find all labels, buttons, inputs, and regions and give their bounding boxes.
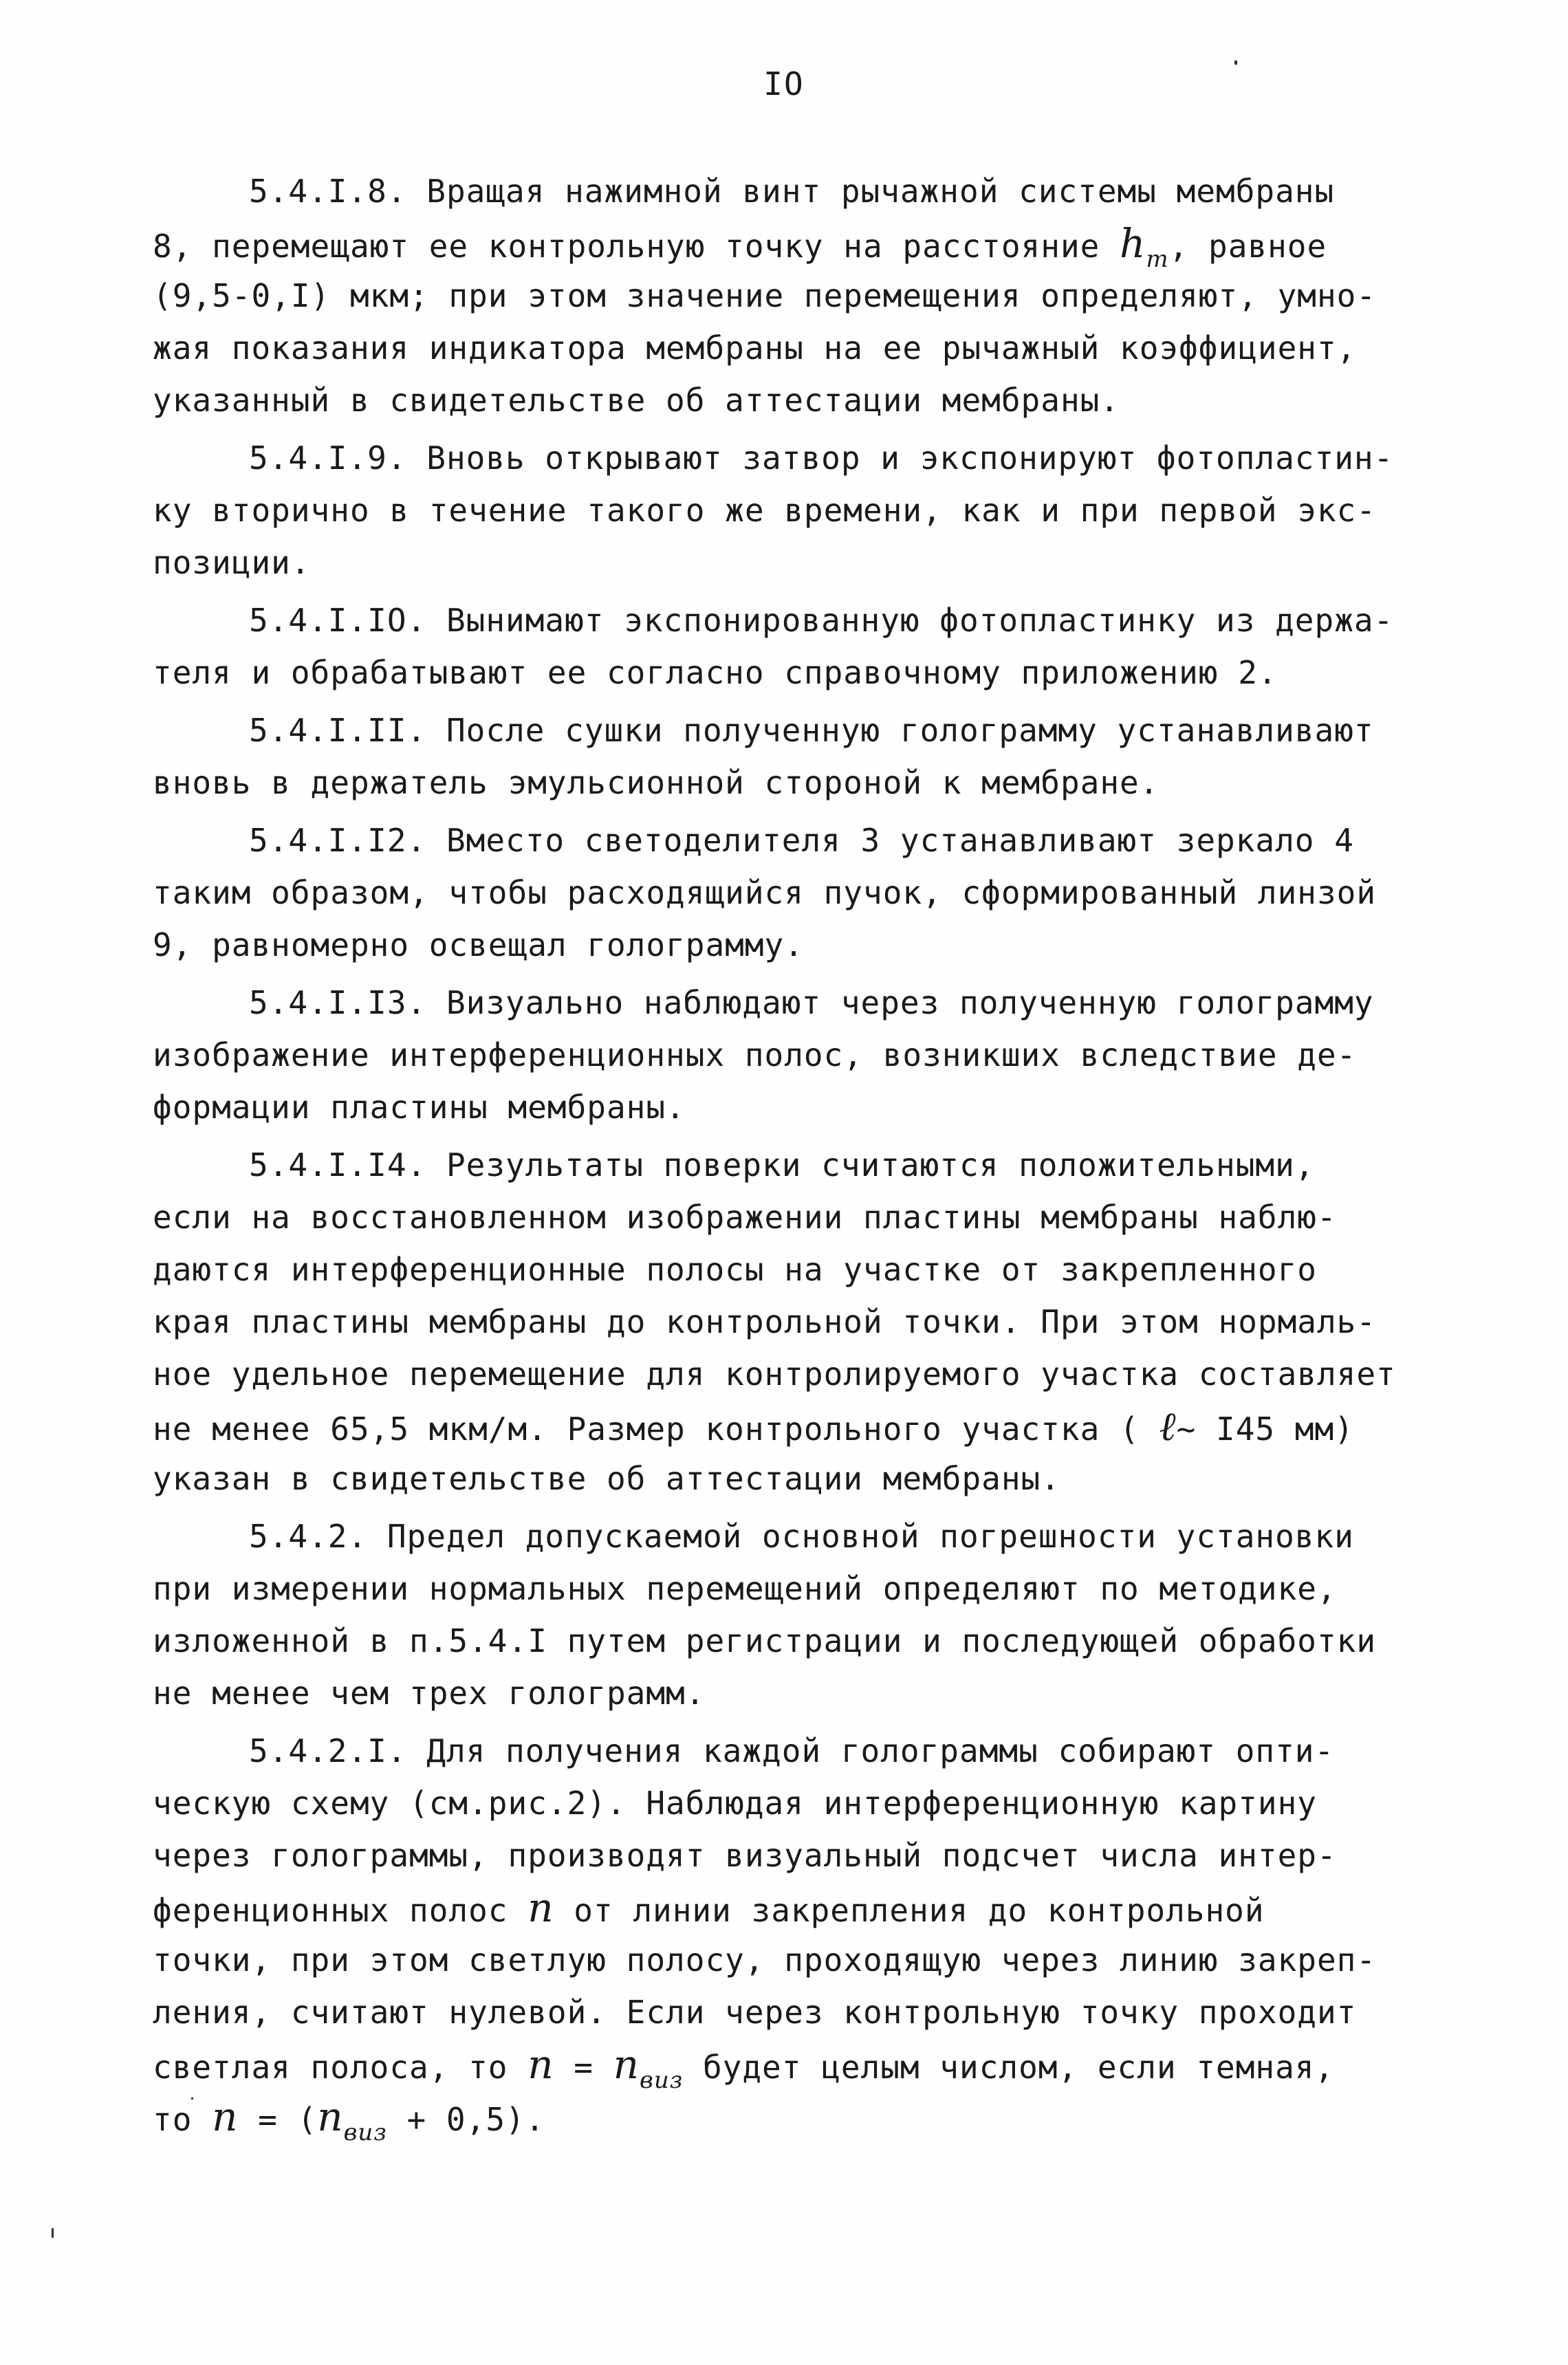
text-segment: будет целым числом, если темная, bbox=[702, 2049, 1335, 2086]
paragraph-5-4-1-11 bbox=[153, 704, 1473, 809]
scan-speck bbox=[52, 2228, 54, 2238]
text-segment: I45 мм) bbox=[1216, 1410, 1354, 1448]
text-line: 5.4.I.I3. Визуально наблюдают через полученную голограмму bbox=[249, 984, 1374, 1021]
equals-sign: = bbox=[574, 2049, 594, 2086]
symbol-l: ℓ bbox=[1159, 1403, 1177, 1450]
text-line: 5.4.I.IO. Вынимают экспонированную фотопластинку из держа- bbox=[249, 602, 1394, 639]
text-line: при измерении нормальных перемещений определяют по методике, bbox=[153, 1570, 1337, 1607]
paragraph-5-4-1-8 bbox=[153, 165, 1473, 426]
page-number: IO bbox=[763, 65, 805, 102]
text-line: указан в свидетельстве об аттестации мембраны. bbox=[153, 1460, 1060, 1497]
text-segment: то bbox=[153, 2101, 193, 2138]
text-line: указанный в свидетельстве об аттестации мембраны. bbox=[153, 382, 1120, 419]
text-line: жая показания индикатора мембраны на ее рычажный коэффициент, bbox=[153, 329, 1357, 367]
text-segment: от линии закрепления до контрольной bbox=[574, 1892, 1265, 1929]
symbol-n: n bbox=[317, 2093, 344, 2140]
text-line: точки, при этом светлую полосу, проходящую через линию закреп- bbox=[153, 1941, 1377, 1979]
symbol-h-subscript: m bbox=[1146, 246, 1169, 273]
symbol-n: n bbox=[613, 2041, 640, 2088]
text-line bbox=[153, 1400, 1473, 1452]
text-line: ку вторично в течение такого же времени, как и при первой экс- bbox=[153, 492, 1377, 529]
text-line: 5.4.I.9. Вновь открывают затвор и экспонируют фотопластин- bbox=[249, 439, 1394, 477]
text-line bbox=[153, 2091, 1473, 2146]
text-line: 5.4.I.8. Вращая нажимной винт рычажной системы мембраны bbox=[249, 173, 1335, 210]
scan-speck bbox=[191, 2097, 193, 2100]
symbol-n: n bbox=[212, 2093, 239, 2140]
text-line: 5.4.I.I2. Вместо светоделителя 3 устанавливают зеркало 4 bbox=[249, 822, 1354, 859]
text-line: ное удельное перемещение для контролируемого участка составляет bbox=[153, 1355, 1396, 1393]
text-line bbox=[153, 2038, 1473, 2094]
text-line: края пластины мембраны до контрольной точки. При этом нормаль- bbox=[153, 1303, 1377, 1340]
text-line: если на восстановленном изображении пластины мембраны наблю- bbox=[153, 1199, 1337, 1236]
text-line: изложенной в п.5.4.I путем регистрации и последующей обработки bbox=[153, 1622, 1377, 1659]
text-segment: светлая полоса, то bbox=[153, 2049, 508, 2086]
text-line: изображение интерференционных полос, возникших вследствие де- bbox=[153, 1036, 1357, 1073]
symbol-h: h bbox=[1120, 220, 1146, 267]
text-line: 5.4.2. Предел допускаемой основной погрешности установки bbox=[249, 1518, 1354, 1555]
text-segment: 8, перемещают ее контрольную точку на расстояние bbox=[153, 228, 1100, 265]
paragraph-5-4-1-10 bbox=[153, 594, 1473, 699]
text-segment: не менее 65,5 мкм/м. Размер контрольного участка ( bbox=[153, 1410, 1140, 1448]
paragraph-5-4-1-12 bbox=[153, 814, 1473, 971]
text-segment: ференционных полос bbox=[153, 1892, 508, 1929]
text-line: (9,5-0,I) мкм; при этом значение перемещения определяют, умно- bbox=[153, 277, 1377, 314]
text-line: таким образом, чтобы расходящийся пучок, сформированный линзой bbox=[153, 874, 1377, 911]
text-line: вновь в держатель эмульсионной стороной к мембране. bbox=[153, 764, 1159, 801]
text-line: формации пластины мембраны. bbox=[153, 1089, 686, 1126]
text-line: теля и обрабатывают ее согласно справочному приложению 2. bbox=[153, 654, 1278, 691]
text-segment: + 0,5). bbox=[406, 2101, 545, 2138]
text-line: 5.4.2.I. Для получения каждой голограммы собирают опти- bbox=[249, 1732, 1335, 1769]
scan-speck bbox=[1234, 61, 1237, 65]
paragraph-5-4-2-1 bbox=[153, 1725, 1473, 2146]
paragraph-5-4-1-9 bbox=[153, 432, 1473, 589]
text-line: ления, считают нулевой. Если через контрольную точку проходит bbox=[153, 1994, 1357, 2031]
text-line: 9, равномерно освещал голограмму. bbox=[153, 926, 804, 963]
paragraph-5-4-2 bbox=[153, 1510, 1473, 1719]
text-line: даются интерференционные полосы на участке от закрепленного bbox=[153, 1251, 1317, 1288]
text-line: 5.4.I.I4. Результаты поверки считаются положительными, bbox=[249, 1146, 1315, 1184]
document-body bbox=[153, 165, 1473, 2146]
symbol-n-subscript: виз bbox=[343, 2119, 387, 2146]
symbol-n-subscript: виз bbox=[640, 2067, 684, 2094]
text-line: ческую схему (см.рис.2). Наблюдая интерференционную картину bbox=[153, 1785, 1317, 1822]
approx-sign: ~ bbox=[1176, 1410, 1197, 1448]
text-line bbox=[153, 1882, 1473, 1934]
symbol-n: n bbox=[527, 2041, 554, 2088]
text-line: не менее чем трех голограмм. bbox=[153, 1675, 706, 1712]
symbol-n: n bbox=[527, 1884, 554, 1931]
text-line bbox=[153, 217, 1473, 273]
paragraph-5-4-1-14 bbox=[153, 1139, 1473, 1505]
text-line: через голограммы, производят визуальный подсчет числа интер- bbox=[153, 1837, 1337, 1874]
paragraph-5-4-1-13 bbox=[153, 977, 1473, 1133]
text-line: позиции. bbox=[153, 544, 311, 581]
text-line: 5.4.I.II. После сушки полученную голограмму устанавливают bbox=[249, 712, 1374, 749]
text-segment: , равное bbox=[1168, 228, 1327, 265]
text-segment: = ( bbox=[258, 2101, 318, 2138]
